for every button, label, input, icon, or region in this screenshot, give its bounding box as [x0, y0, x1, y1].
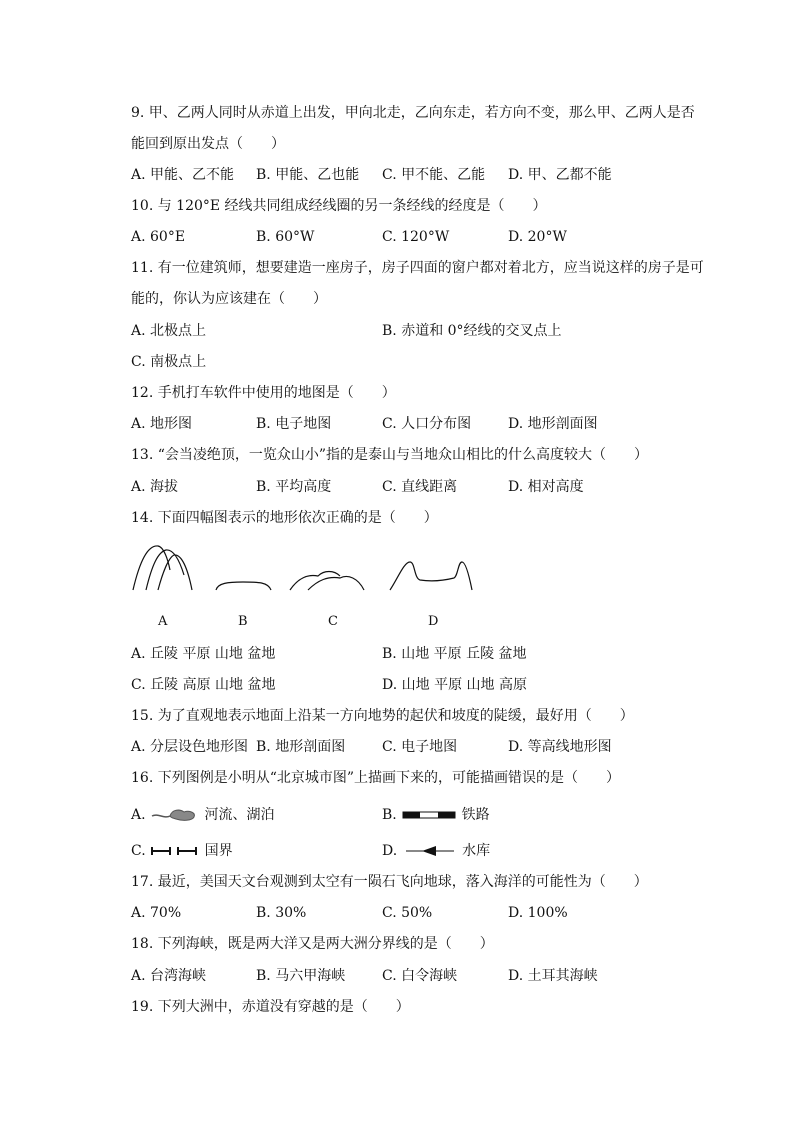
- q15-option-c[interactable]: C. 电子地图: [382, 739, 458, 755]
- terrain-c-hills-icon: [290, 572, 364, 591]
- q14-stem: 14. 下面四幅图表示的地形依次正确的是（ ）: [131, 510, 438, 526]
- terrain-profiles-figure: [128, 540, 473, 600]
- q16-option-a-text: 河流、湖泊: [204, 807, 275, 823]
- q19-stem: 19. 下列大洲中，赤道没有穿越的是（ ）: [131, 999, 410, 1015]
- q11-stem-line1: 11. 有一位建筑师，想要建造一座房子，房子四面的窗户都对着北方，应当说这样的房子是可: [131, 260, 704, 276]
- q14-option-b[interactable]: B. 山地 平原 丘陵 盆地: [382, 646, 527, 662]
- q17-stem: 17. 最近，美国天文台观测到太空有一陨石飞向地球，落入海洋的可能性为（ ）: [131, 874, 648, 890]
- q13-option-b[interactable]: B. 平均高度: [256, 479, 332, 495]
- q15-option-d[interactable]: D. 等高线地形图: [508, 739, 612, 755]
- river-lake-legend-icon: [150, 807, 200, 823]
- q16-option-d-text: 水库: [462, 843, 491, 859]
- q11-option-a[interactable]: A. 北极点上: [131, 323, 207, 339]
- q16-option-c-text: 国界: [204, 843, 233, 859]
- q12-option-b[interactable]: B. 电子地图: [256, 416, 332, 432]
- q12-option-d[interactable]: D. 地形剖面图: [508, 416, 598, 432]
- q16-option-b-text: 铁路: [461, 807, 490, 823]
- q16-option-d[interactable]: [382, 842, 490, 860]
- q17-option-b[interactable]: B. 30%: [256, 905, 307, 921]
- q18-option-a[interactable]: A. 台湾海峡: [131, 968, 207, 984]
- q16-option-b[interactable]: [382, 806, 490, 824]
- q10-option-c[interactable]: C. 120°W: [382, 229, 450, 245]
- national-border-legend-icon: [150, 845, 200, 857]
- q10-option-b[interactable]: B. 60°W: [256, 229, 315, 245]
- terrain-label-a: A: [158, 614, 168, 629]
- q16-option-b-letter: B.: [382, 807, 397, 823]
- terrain-label-d: D: [428, 614, 439, 629]
- q12-option-c[interactable]: C. 人口分布图: [382, 416, 472, 432]
- q11-stem-line2: 能的，你认为应该建在（ ）: [131, 291, 327, 307]
- q9-option-c[interactable]: C. 甲不能、乙能: [382, 167, 486, 183]
- reservoir-legend-icon: [402, 845, 458, 857]
- q9-option-a[interactable]: A. 甲能、乙不能: [131, 167, 235, 183]
- q16-option-d-letter: D.: [382, 843, 398, 859]
- q9-stem-line2: 能回到原出发点（ ）: [131, 136, 285, 152]
- q9-stem-line1: 9. 甲、乙两人同时从赤道上出发，甲向北走，乙向东走，若方向不变，那么甲、乙两人是否: [131, 105, 695, 121]
- q14-option-c[interactable]: C. 丘陵 高原 山地 盆地: [131, 677, 276, 693]
- q13-option-c[interactable]: C. 直线距离: [382, 479, 458, 495]
- q18-option-b[interactable]: B. 马六甲海峡: [256, 968, 346, 984]
- q10-option-d[interactable]: D. 20°W: [508, 229, 567, 245]
- q15-stem: 15. 为了直观地表示地面上沿某一方向地势的起伏和坡度的陡缓，最好用（ ）: [131, 708, 634, 724]
- q15-option-b[interactable]: B. 地形剖面图: [256, 739, 346, 755]
- q17-option-c[interactable]: C. 50%: [382, 905, 433, 921]
- q18-option-c[interactable]: C. 白令海峡: [382, 968, 458, 984]
- terrain-label-c: C: [328, 614, 338, 629]
- terrain-d-basin-icon: [390, 562, 472, 590]
- q11-option-c[interactable]: C. 南极点上: [131, 354, 207, 370]
- railway-legend-icon: [401, 809, 457, 821]
- q16-stem: 16. 下列图例是小明从“北京城市图”上描画下来的，可能描画错误的是（ ）: [131, 770, 621, 786]
- q14-option-a[interactable]: A. 丘陵 平原 山地 盆地: [131, 646, 276, 662]
- q17-option-d[interactable]: D. 100%: [508, 905, 568, 921]
- q16-option-c-letter: C.: [131, 843, 146, 859]
- q12-option-a[interactable]: A. 地形图: [131, 416, 193, 432]
- terrain-a-mountain-icon: [133, 546, 192, 590]
- terrain-b-plain-icon: [216, 582, 271, 590]
- q16-option-a[interactable]: [131, 806, 274, 824]
- q9-option-b[interactable]: B. 甲能、乙也能: [256, 167, 360, 183]
- q17-option-a[interactable]: A. 70%: [131, 905, 182, 921]
- q12-stem: 12. 手机打车软件中使用的地图是（ ）: [131, 385, 396, 401]
- q18-option-d[interactable]: D. 土耳其海峡: [508, 968, 598, 984]
- q13-option-a[interactable]: A. 海拔: [131, 479, 179, 495]
- q18-stem: 18. 下列海峡，既是两大洋又是两大洲分界线的是（ ）: [131, 936, 494, 952]
- q11-option-b[interactable]: B. 赤道和 0°经线的交叉点上: [382, 323, 562, 339]
- q14-option-d[interactable]: D. 山地 平原 山地 高原: [382, 677, 527, 693]
- q13-option-d[interactable]: D. 相对高度: [508, 479, 584, 495]
- q16-option-a-letter: A.: [131, 807, 146, 823]
- q10-stem: 10. 与 120°E 经线共同组成经线圈的另一条经线的经度是（ ）: [131, 198, 547, 214]
- q15-option-a[interactable]: A. 分层设色地形图: [131, 739, 249, 755]
- q10-option-a[interactable]: A. 60°E: [131, 229, 186, 245]
- q9-option-d[interactable]: D. 甲、乙都不能: [508, 167, 612, 183]
- terrain-label-b: B: [238, 614, 248, 629]
- q16-option-c[interactable]: [131, 842, 233, 860]
- q13-stem: 13. “会当凌绝顶，一览众山小”指的是泰山与当地众山相比的什么高度较大（ ）: [131, 447, 649, 463]
